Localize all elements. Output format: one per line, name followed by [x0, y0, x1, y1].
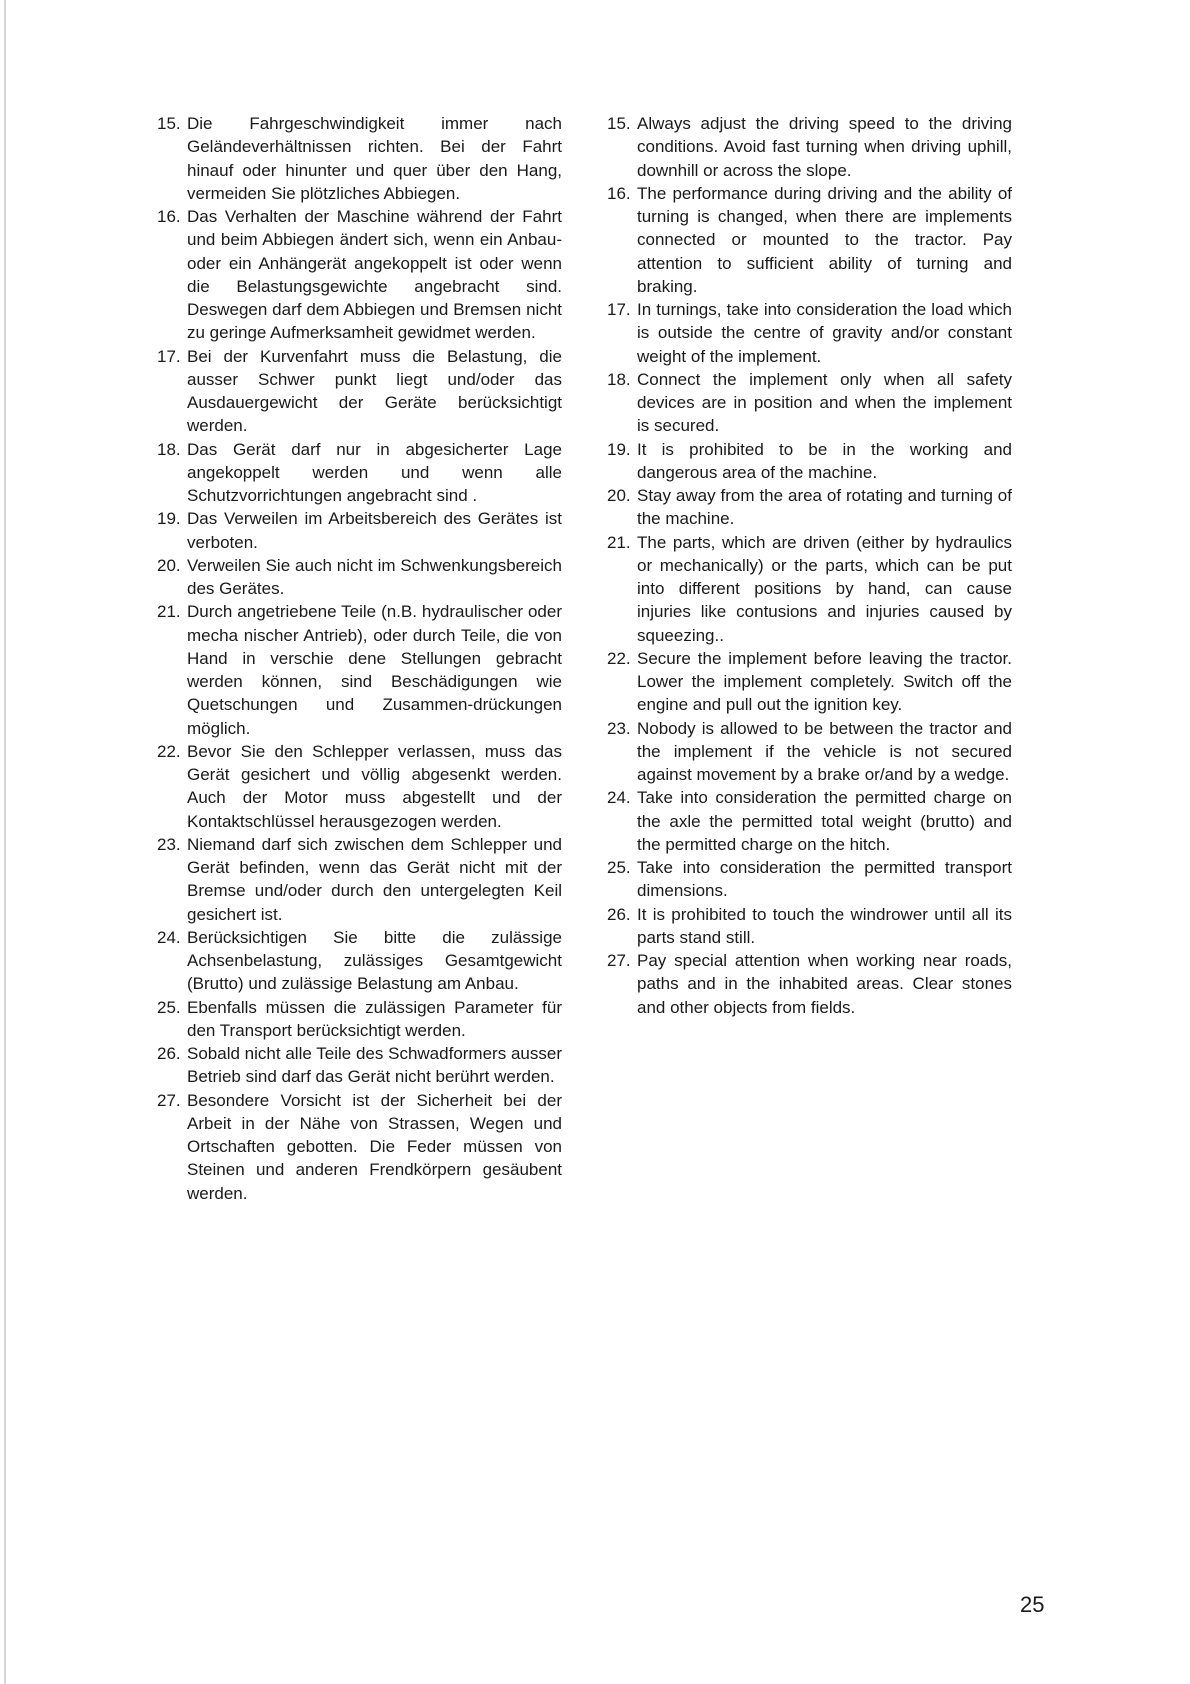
item-text: Ebenfalls müssen die zulässigen Parameter für den Transport berücksichtigt werden.	[187, 997, 562, 1040]
item-number: 17.	[157, 346, 181, 366]
item-number: 21.	[607, 532, 631, 552]
item-number: 15.	[157, 114, 181, 133]
item-text: Stay away from the area of rotating and turning of the machine.	[637, 486, 1012, 529]
list-item	[157, 554, 562, 601]
item-number: 27.	[157, 1090, 181, 1110]
list-item	[607, 949, 1012, 1019]
list-item	[607, 484, 1012, 531]
item-text: Always adjust the driving speed to the driving conditions. Avoid fast turning when driving uphill, downhill or across the slope.	[637, 114, 1012, 180]
item-text: The performance during driving and the ability of turning is changed, when there are implements connected or mounted to the tractor. Pay attention to sufficient ability of turning and braking.	[637, 183, 1012, 296]
item-text: The parts, which are driven (either by hydraulics or mechanically) or the parts, which can be put into different positions by hand, can cause injuries like contusions and injuries caused by squeezing..	[637, 532, 1012, 645]
item-text: Take into consideration the permitted transport dimensions.	[637, 858, 1012, 901]
item-text: Verweilen Sie auch nicht im Schwenkungsbereich des Gerätes.	[187, 555, 562, 598]
item-text: Nobody is allowed to be between the tractor and the implement if the vehicle is not secured against movement by a brake or/and by a wedge.	[637, 718, 1012, 784]
list-item	[607, 903, 1012, 950]
list-item	[157, 205, 562, 345]
list-item	[157, 507, 562, 554]
item-text: Bei der Kurvenfahrt muss die Belastung, die ausser Schwer punkt liegt und/oder das Ausdauergewicht der Geräte berücksichtigt werden.	[187, 346, 562, 436]
item-number: 15.	[607, 114, 631, 133]
item-text: Pay special attention when working near roads, paths and in the inhabited areas. Clear stones and other objects from fields.	[637, 951, 1012, 1017]
item-number: 18.	[607, 369, 631, 389]
item-text: Durch angetriebene Teile (n.B. hydraulischer oder mecha nischer Antrieb), oder durch Teile, die von Hand in verschie dene Stellungen gebracht werden können, sind Beschädigungen wie Quetschungen und Zusammen-drückungen möglich.	[187, 602, 562, 738]
item-text: In turnings, take into consideration the load which is outside the centre of gravity and/or constant weight of the implement.	[637, 300, 1012, 366]
list-item	[157, 1042, 562, 1089]
list-item	[157, 600, 562, 740]
page-number: 25	[1020, 1592, 1045, 1617]
item-number: 22.	[607, 648, 631, 668]
scan-edge-line	[4, 0, 6, 1684]
item-number: 22.	[157, 741, 181, 761]
item-text: Secure the implement before leaving the tractor. Lower the implement completely. Switch off the engine and pull out the ignition key.	[637, 648, 1012, 715]
list-item	[607, 438, 1012, 485]
item-number: 26.	[607, 904, 631, 924]
item-number: 18.	[157, 439, 181, 459]
item-number: 24.	[157, 927, 181, 947]
list-item	[607, 112, 1012, 182]
list-item	[157, 1089, 562, 1205]
item-number: 25.	[607, 858, 631, 877]
list-item	[157, 438, 562, 508]
item-text: Das Verweilen im Arbeitsbereich des Gerätes ist verboten.	[187, 509, 562, 552]
list-item	[157, 345, 562, 438]
item-number: 25.	[157, 997, 181, 1017]
list-item	[607, 298, 1012, 368]
list-item	[607, 786, 1012, 856]
list-item	[607, 182, 1012, 298]
item-number: 16.	[607, 183, 631, 203]
item-text: Besondere Vorsicht ist der Sicherheit bei der Arbeit in der Nähe von Strassen, Wegen und Ortschaften gebotten. Die Feder müssen von Steinen und anderen Frendkörpern gesäubent werden.	[187, 1090, 562, 1203]
item-text: It is prohibited to touch the windrower until all its parts stand still.	[637, 904, 1012, 947]
item-number: 17.	[607, 300, 631, 319]
item-number: 27.	[607, 951, 631, 970]
item-number: 20.	[607, 486, 631, 505]
item-number: 19.	[607, 439, 631, 459]
item-number: 16.	[157, 207, 181, 226]
item-text: Sobald nicht alle Teile des Schwadformers ausser Betrieb sind darf das Gerät nicht berührt werden.	[187, 1044, 562, 1087]
item-number: 23.	[607, 718, 631, 738]
list-item	[157, 926, 562, 996]
item-text: Connect the implement only when all safety devices are in position and when the implement is secured.	[637, 369, 1012, 436]
list-item	[157, 112, 562, 205]
list-item	[607, 856, 1012, 903]
item-text: Berücksichtigen Sie bitte die zulässige Achsenbelastung, zulässiges Gesamtgewicht (Brutto) und zulässige Belastung am Anbau.	[187, 927, 562, 994]
item-text: Niemand darf sich zwischen dem Schlepper und Gerät befinden, wenn das Gerät nicht mit der Bremse und/oder durch den untergelegten Keil gesichert ist.	[187, 834, 562, 924]
item-text: It is prohibited to be in the working and dangerous area of the machine.	[637, 439, 1012, 482]
item-number: 26.	[157, 1044, 181, 1063]
list-item	[157, 833, 562, 926]
item-text: Die Fahrgeschwindigkeit immer nach Geländeverhältnissen richten. Bei der Fahrt hinauf oder hinunter und quer über den Hang, vermeiden Sie plötzliches Abbiegen.	[187, 114, 562, 203]
item-text: Das Gerät darf nur in abgesicherter Lage angekoppelt werden und wenn alle Schutzvorrichtungen angebracht sind .	[187, 439, 562, 505]
list-item	[607, 647, 1012, 717]
english-safety-list	[607, 112, 1012, 1019]
item-number: 21.	[157, 602, 181, 622]
item-number: 19.	[157, 509, 181, 529]
list-item	[607, 531, 1012, 647]
list-item	[607, 368, 1012, 438]
list-item	[157, 740, 562, 833]
item-number: 24.	[607, 788, 631, 808]
item-number: 20.	[157, 555, 181, 575]
item-text: Take into consideration the permitted charge on the axle the permitted total weight (brutto) and the permitted charge on the hitch.	[637, 788, 1012, 854]
item-text: Das Verhalten der Maschine während der Fahrt und beim Abbiegen ändert sich, wenn ein Anbau- oder ein Anhängerät angekoppelt ist oder wenn die Belastungsgewichte angebracht sind. Deswegen darf dem Abbiegen und Bremsen nicht zu geringe Aufmerksamheit gewidmet werden.	[187, 207, 562, 343]
item-number: 23.	[157, 834, 181, 854]
list-item	[607, 717, 1012, 787]
german-safety-list	[157, 112, 562, 1205]
item-text: Bevor Sie den Schlepper verlassen, muss das Gerät gesichert und völlig abgesenkt werden. Auch der Motor muss abgestellt und der Kontaktschlüssel herausgezogen werden.	[187, 741, 562, 831]
list-item	[157, 996, 562, 1043]
